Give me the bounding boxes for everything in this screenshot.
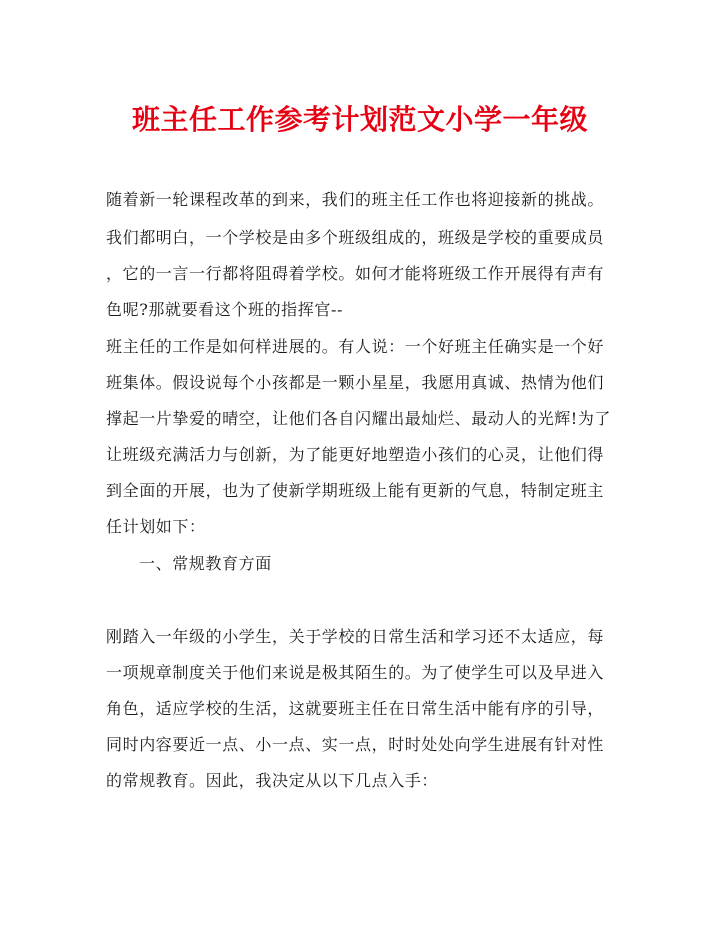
paragraph-line: 色呢?那就要看这个班的指挥官-- (106, 300, 343, 319)
paragraph-line: 同时内容要近一点、小一点、实一点，时时处处向学生进展有针对性 (106, 735, 605, 754)
paragraph-line: 到全面的开展，也为了使新学期班级上能有更新的气息，特制定班主 (106, 481, 605, 500)
paragraph-line: 的常规教育。因此，我决定从以下几点入手： (106, 771, 439, 790)
paragraph-line: 刚踏入一年级的小学生，关于学校的日常生活和学习还不太适应，每 (106, 627, 605, 646)
paragraph-line: 一项规章制度关于他们来说是极其陌生的。为了使学生可以及早进入 (106, 663, 605, 682)
paragraph-line: ，它的一言一行都将阻碍着学校。如何才能将班级工作开展得有声有 (106, 264, 605, 283)
paragraph-line: 撑起一片挚爱的晴空，让他们各自闪耀出最灿烂、最动人的光辉!为了 (106, 409, 612, 428)
document-title: 班主任工作参考计划范文小学一年级 (131, 103, 588, 136)
paragraph-line: 任计划如下： (106, 517, 206, 536)
paragraph-line: 角色，适应学校的生活，这就要班主任在日常生活中能有序的引导， (106, 699, 605, 718)
paragraph-line: 班集体。假设说每个小孩都是一颗小星星，我愿用真诚、热情为他们 (106, 373, 605, 392)
paragraph-line: 班主任的工作是如何样进展的。有人说：一个好班主任确实是一个好 (106, 337, 605, 356)
section-heading: 一、常规教育方面 (139, 554, 272, 573)
paragraph-line: 让班级充满活力与创新，为了能更好地塑造小孩们的心灵，让他们得 (106, 445, 605, 464)
paragraph-line: 随着新一轮课程改革的到来，我们的班主任工作也将迎接新的挑战。 (106, 190, 605, 209)
paragraph-line: 我们都明白，一个学校是由多个班级组成的，班级是学校的重要成员 (106, 228, 605, 247)
